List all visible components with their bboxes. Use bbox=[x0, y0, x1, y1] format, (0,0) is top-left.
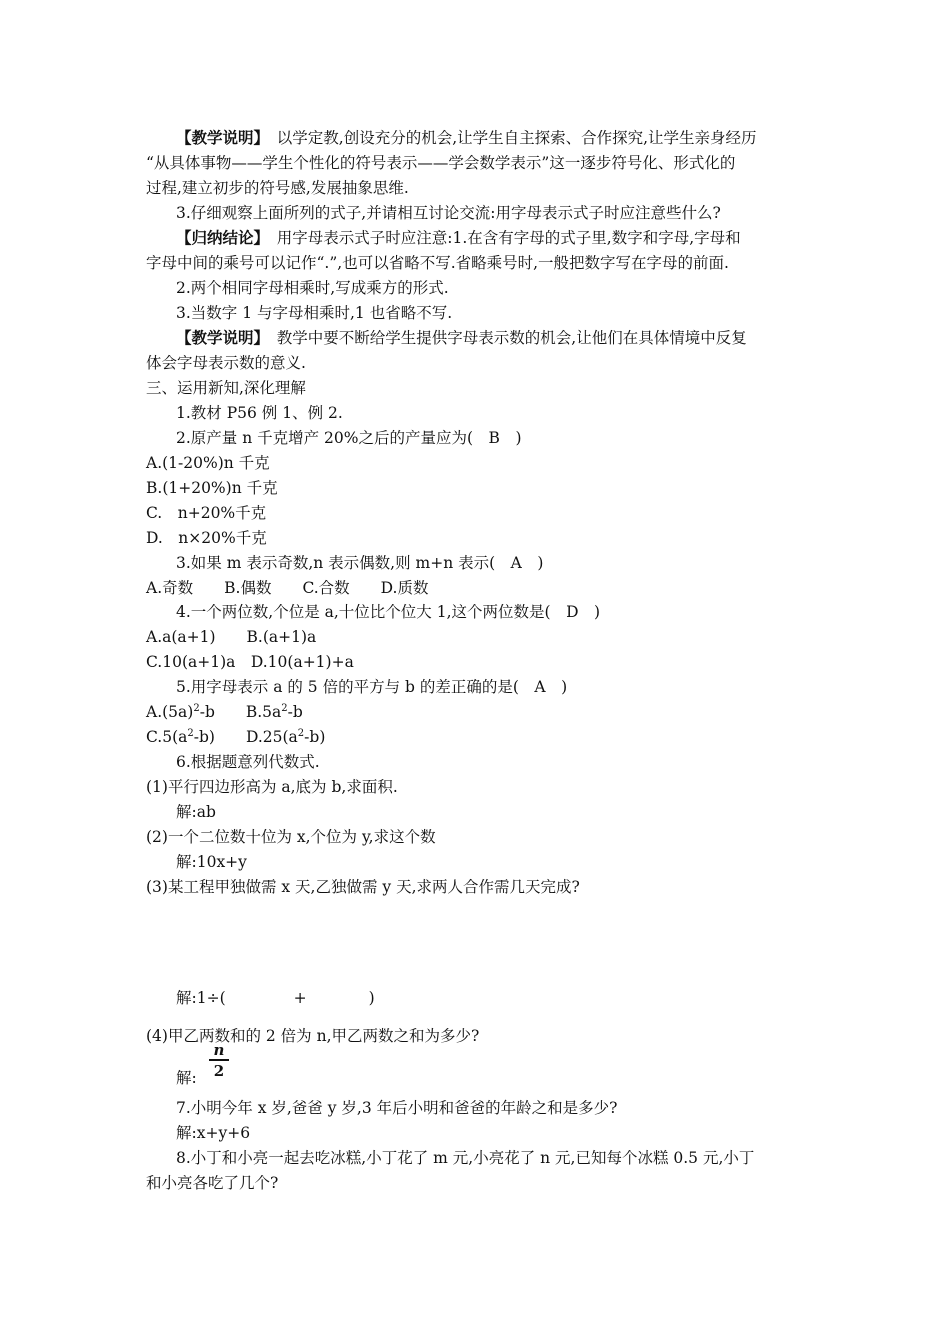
choice-option: A.(1-20%)n 千克 bbox=[146, 454, 270, 472]
sub-question: (2)一个二位数十位为 x,个位为 y,求这个数 bbox=[146, 828, 436, 846]
exercise-item: 1.教材 P56 例 1、例 2. bbox=[176, 404, 343, 422]
exercise-item: 7.小明今年 x 岁,爸爸 y 岁,3 年后小明和爸爸的年龄之和是多少? bbox=[176, 1099, 618, 1117]
fraction-bar bbox=[209, 1059, 229, 1061]
sub-question: (3)某工程甲独做需 x 天,乙独做需 y 天,求两人合作需几天完成? bbox=[146, 878, 580, 896]
paragraph-line: 过程,建立初步的符号感,发展抽象思维. bbox=[146, 179, 409, 197]
choice-options: A.a(a+1) B.(a+1)a bbox=[146, 628, 317, 646]
section-label: 【教学说明】 bbox=[176, 128, 262, 147]
answer-line: 解:10x+y bbox=[176, 853, 247, 871]
answer-line: 解: bbox=[176, 1069, 197, 1087]
paragraph-line: 2.两个相同字母相乘时,写成乘方的形式. bbox=[176, 279, 449, 297]
fraction-denominator: 2 bbox=[213, 1062, 225, 1080]
fraction-answer bbox=[208, 1042, 230, 1080]
exercise-item: 6.根据题意列代数式. bbox=[176, 753, 320, 771]
answer-line: 解:1÷( + ) bbox=[176, 989, 375, 1007]
paragraph-line: 3.仔细观察上面所列的式子,并请相互讨论交流:用字母表示式子时应注意些什么? bbox=[176, 204, 721, 222]
answer-line: 解:x+y+6 bbox=[176, 1124, 251, 1142]
paragraph-line: 和小亮各吃了几个? bbox=[146, 1174, 279, 1192]
paragraph-line: 【教学说明】 以学定教,创设充分的机会,让学生自主探索、合作探究,让学生亲身经历 bbox=[176, 128, 757, 147]
sub-question: (4)甲乙两数和的 2 倍为 n,甲乙两数之和为多少? bbox=[146, 1027, 480, 1045]
paragraph-line: 体会字母表示数的意义. bbox=[146, 354, 306, 372]
choice-option: C. n+20%千克 bbox=[146, 504, 267, 522]
paragraph-line: 【归纳结论】 用字母表示式子时应注意:1.在含有字母的式子里,数字和字母,字母和 bbox=[176, 228, 741, 247]
exercise-item: 5.用字母表示 a 的 5 倍的平方与 b 的差正确的是( A ) bbox=[176, 678, 568, 696]
fraction-numerator: n bbox=[213, 1041, 225, 1059]
paragraph-line: 3.当数字 1 与字母相乘时,1 也省略不写. bbox=[176, 304, 453, 322]
choice-option: B.(1+20%)n 千克 bbox=[146, 479, 278, 497]
exercise-item: 3.如果 m 表示奇数,n 表示偶数,则 m+n 表示( A ) bbox=[176, 554, 544, 572]
section-label: 【教学说明】 bbox=[176, 328, 262, 347]
answer-line: 解:ab bbox=[176, 803, 216, 821]
choice-options: $C.5(a^2-b)$ $D.25(a^2-b)$ bbox=[146, 728, 326, 746]
section-label: 【归纳结论】 bbox=[176, 228, 262, 247]
choice-options: C.10(a+1)a D.10(a+1)+a bbox=[146, 653, 354, 671]
paragraph-line: 字母中间的乘号可以记作“.”,也可以省略不写.省略乘号时,一般把数字写在字母的前面. bbox=[146, 254, 729, 272]
choice-options: $A.(5a)^2-b$ $B.5a^2-b$ bbox=[146, 703, 303, 721]
exercise-item: 8.小丁和小亮一起去吃冰糕,小丁花了 m 元,小亮花了 n 元,已知每个冰糕 0.5 元,小丁 bbox=[176, 1149, 755, 1167]
paragraph-line: “从具体事物——学生个性化的符号表示——学会数学表示”这一逐步符号化、形式化的 bbox=[146, 154, 736, 172]
choice-options: A.奇数 B.偶数 C.合数 D.质数 bbox=[146, 579, 429, 597]
paragraph-line: 【教学说明】 教学中要不断给学生提供字母表示数的机会,让他们在具体情境中反复 bbox=[176, 328, 747, 347]
section-heading: 三、运用新知,深化理解 bbox=[146, 379, 306, 397]
choice-option: D. n×20%千克 bbox=[146, 529, 267, 547]
exercise-item: 2.原产量 n 千克增产 20%之后的产量应为( B ) bbox=[176, 429, 522, 447]
sub-question: (1)平行四边形高为 a,底为 b,求面积. bbox=[146, 778, 398, 796]
exercise-item: 4.一个两位数,个位是 a,十位比个位大 1,这个两位数是( D ) bbox=[176, 603, 601, 621]
